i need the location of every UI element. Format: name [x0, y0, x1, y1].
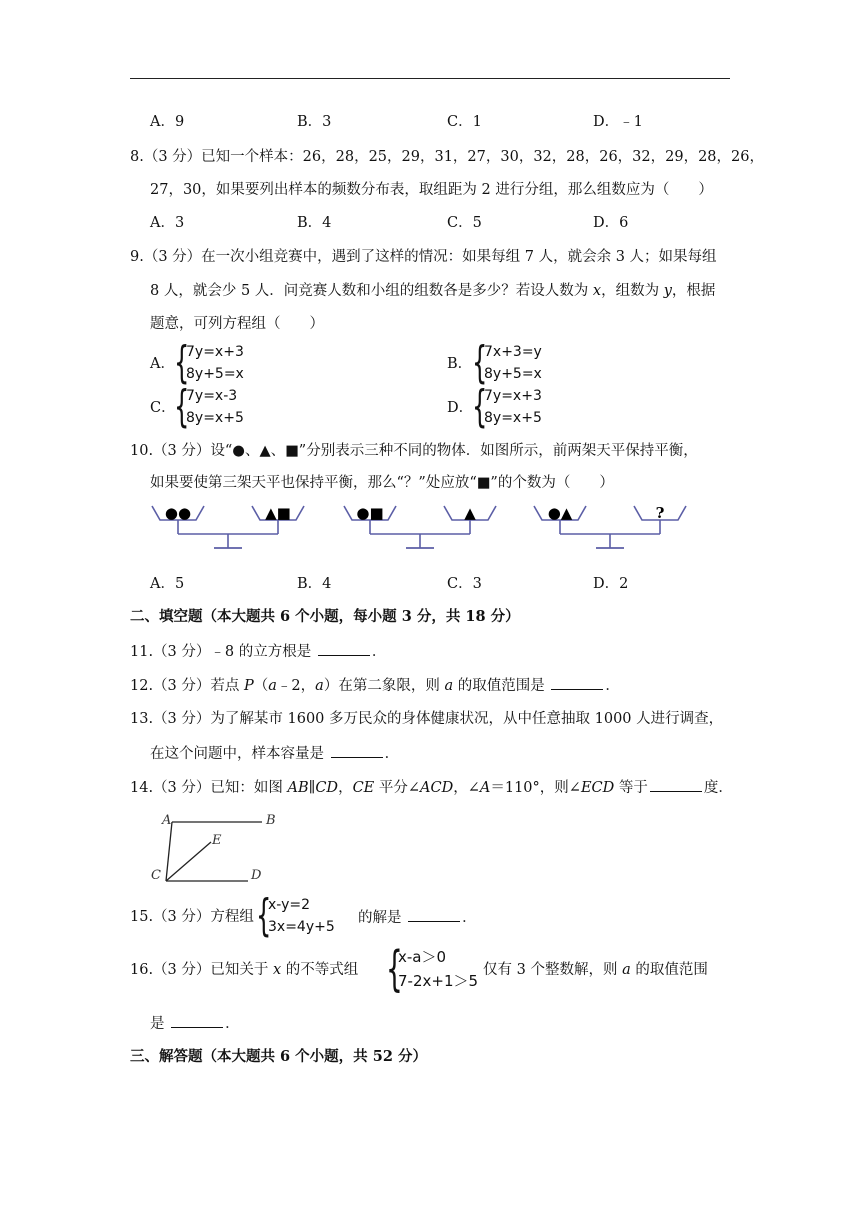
q16-line2: 是 ． — [150, 1013, 240, 1034]
q9-line1: 9.（3 分）在一次小组竞赛中，遇到了这样的情况：如果每组 7 人，就会余 3 人；如果每组 — [130, 249, 717, 265]
q15-tail: 的解是 ． — [358, 907, 477, 928]
q14-label-a: A — [162, 813, 172, 828]
q8-line1: 8.（3 分）已知一个样本：26，28，25，29，31，27，30，32，28，26，32，29，28，26， — [130, 149, 764, 165]
q12: 12.（3 分）若点 P（a﹣2，a）在第二象限，则 a 的取值范围是 ． — [130, 675, 620, 696]
scale-1-left-objects: ●● — [164, 504, 192, 522]
q9-option-b-label[interactable]: B． — [447, 356, 473, 372]
q12-answer-blank[interactable] — [551, 675, 603, 690]
q13-line1: 13.（3 分）为了解某市 1600 多万民众的身体健康状况，从中任意抽取 1000 人进行调查， — [130, 711, 724, 727]
scale-3-right-objects: ? — [655, 504, 665, 522]
q10-option-a[interactable]: A．5 — [150, 576, 185, 592]
q8-option-c[interactable]: C．5 — [447, 215, 482, 231]
q14-label-e: E — [212, 833, 222, 848]
q7-option-b[interactable]: B．3 — [297, 114, 332, 130]
q14-label-b: B — [266, 813, 276, 828]
q9-option-d-label[interactable]: D． — [447, 400, 474, 416]
balance-scales-figure — [140, 500, 700, 562]
scale-1-right-objects: ▲■ — [265, 504, 291, 522]
q16-tail: 仅有 3 个整数解，则 a 的取值范围 — [483, 962, 708, 978]
scale-2-left-objects: ●■ — [356, 504, 384, 522]
q9-line2: 8 人，就会少 5 人．问竞赛人数和小组的组数各是多少？若设人数为 x，组数为 y，根据 — [150, 283, 716, 299]
q8-line2: 27，30，如果要列出样本的频数分布表，取组距为 2 进行分组，那么组数应为（ ） — [150, 182, 713, 198]
q13-answer-blank[interactable] — [331, 743, 383, 758]
q16-answer-blank[interactable] — [171, 1013, 223, 1028]
balance-scale-3 — [534, 504, 686, 548]
scale-2-right-objects: ▲ — [464, 504, 476, 522]
header-rule — [130, 78, 730, 79]
q14-geometry-figure — [148, 808, 288, 888]
q9-line3: 题意，可列方程组（ ） — [150, 316, 324, 332]
q10-option-d[interactable]: D．2 — [593, 576, 629, 592]
q15-prefix: 15.（3 分）方程组 — [130, 909, 254, 925]
q8-option-a[interactable]: A．3 — [150, 215, 185, 231]
q7-option-c[interactable]: C．1 — [447, 114, 482, 130]
q7-option-a[interactable]: A．9 — [150, 114, 185, 130]
q14-label-d: D — [251, 868, 262, 883]
q14-label-c: C — [151, 868, 161, 883]
q15-answer-blank[interactable] — [408, 907, 460, 922]
balance-scale-1 — [152, 504, 304, 548]
q7-option-d[interactable]: D．﹣1 — [593, 114, 643, 130]
q8-option-d[interactable]: D．6 — [593, 215, 629, 231]
q9-option-c-label[interactable]: C． — [150, 400, 176, 416]
q10-option-b[interactable]: B．4 — [297, 576, 332, 592]
q8-option-b[interactable]: B．4 — [297, 215, 332, 231]
q11: 11.（3 分）﹣8 的立方根是 ． — [130, 641, 386, 662]
balance-scale-2 — [344, 504, 496, 548]
section3-title: 三、解答题（本大题共 6 个小题，共 52 分） — [130, 1048, 427, 1065]
q13-line2: 在这个问题中，样本容量是 ． — [150, 743, 399, 764]
q11-answer-blank[interactable] — [318, 641, 370, 656]
q14: 14.（3 分）已知：如图 AB∥CD，CE 平分∠ACD，∠A＝110°，则∠ECD 等于 度． — [130, 777, 733, 798]
q10-line1: 10.（3 分）设“●、▲、■”分别表示三种不同的物体．如图所示，前两架天平保持平衡， — [130, 443, 698, 459]
q10-line2: 如果要使第三架天平也保持平衡，那么“？”处应放“■”的个数为（ ） — [150, 475, 614, 491]
section2-title: 二、填空题（本大题共 6 个小题，每小题 3 分，共 18 分） — [130, 608, 520, 625]
q14-answer-blank[interactable] — [650, 777, 702, 792]
q10-option-c[interactable]: C．3 — [447, 576, 482, 592]
scale-3-left-objects: ●▲ — [547, 504, 573, 522]
q9-option-a-label[interactable]: A． — [150, 356, 175, 372]
q16-prefix: 16.（3 分）已知关于 x 的不等式组 — [130, 962, 359, 978]
